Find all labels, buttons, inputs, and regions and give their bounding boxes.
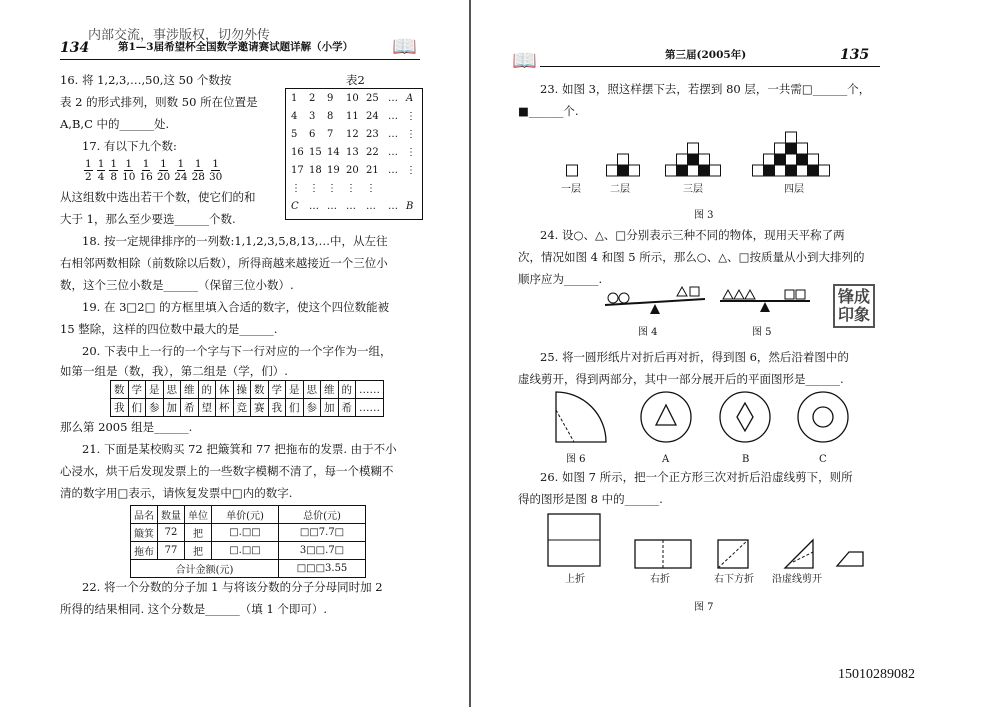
q20-cell: 加 <box>163 399 181 417</box>
table2-cell: … <box>327 201 337 212</box>
fraction <box>174 158 187 183</box>
table2-cell: 21 <box>366 165 379 176</box>
invoice-header: 品名 <box>131 506 158 524</box>
q20-cell: 思 <box>303 381 321 399</box>
table2-cell: 18 <box>309 165 322 176</box>
white-square <box>688 165 699 176</box>
fraction <box>109 158 118 183</box>
table2-cell: 25 <box>366 93 379 104</box>
q20-cell: 的 <box>198 381 216 399</box>
fraction-numerator: 1 <box>125 158 133 170</box>
q20-cell: 希 <box>338 399 356 417</box>
table2-cell: ⋮ <box>406 165 416 176</box>
invoice-cell: 72 <box>158 524 185 542</box>
invoice-cell: 3□□.7□ <box>279 542 366 560</box>
q20-cell: …… <box>356 381 384 399</box>
table2 <box>285 88 423 220</box>
q20-cell: 们 <box>286 399 304 417</box>
q20-cell: 参 <box>146 399 164 417</box>
header-title-left: 第1—3届希望杯全国数学邀请赛试题详解（小学） <box>118 41 354 53</box>
stamp-line: 锋成 <box>838 287 871 306</box>
table2-caption: 表2 <box>346 73 365 87</box>
fraction-numerator: 1 <box>212 158 219 170</box>
fig7-label-4: 沿虚线剪开 <box>772 574 822 585</box>
q20-cell: 是 <box>286 381 304 399</box>
table2-cell: 3 <box>309 111 316 122</box>
table2-cell: ⋮ <box>406 111 416 122</box>
fraction <box>122 158 135 183</box>
black-square <box>677 165 688 176</box>
table2-cell: ⋮ <box>309 183 319 194</box>
fig7-caption: 图 7 <box>694 602 714 613</box>
fraction-denominator: 4 <box>97 171 105 183</box>
q20-cell: 加 <box>321 399 339 417</box>
invoice-cell: 拖布 <box>131 542 158 560</box>
option-c-label: C <box>819 454 827 465</box>
q16-line3: A,B,C 中的______处. <box>60 117 170 131</box>
q20-cell: 数 <box>111 381 129 399</box>
fraction-denominator: 16 <box>139 171 153 183</box>
table2-cell: 2 <box>309 93 316 104</box>
q20-line1: 20. 下表中上一行的一个字与下一行对应的一个字作为一组， <box>82 344 392 358</box>
table2-cell: ⋮ <box>406 147 416 158</box>
white-square <box>666 165 677 176</box>
fig4-caption: 图 4 <box>638 327 658 338</box>
fig3-label-3: 三层 <box>683 184 703 195</box>
q20-cell: 是 <box>146 381 164 399</box>
fraction-denominator: 2 <box>85 171 92 183</box>
figure-6-options <box>548 390 858 450</box>
q23-line2: ■______个. <box>518 104 579 118</box>
table2-cell: 23 <box>366 129 379 140</box>
q24-line1: 24. 设○、△、□分别表示三种不同的物体，现用天平称了两 <box>540 228 845 242</box>
invoice-cell: 77 <box>158 542 185 560</box>
page-number-left: 134 <box>60 40 90 56</box>
fig3-label-2: 二层 <box>610 184 630 195</box>
fig7-label-1: 上折 <box>565 574 585 585</box>
table2-cell: ⋮ <box>366 183 376 194</box>
q18-line2: 右相邻两数相除（前数除以后数），所得商越来越接近一个三位小 <box>60 256 388 270</box>
fig5-caption: 图 5 <box>752 327 772 338</box>
white-square <box>775 143 786 154</box>
table2-cell: … <box>309 201 319 212</box>
q20-cell: 数 <box>251 381 269 399</box>
invoice-cell: 把 <box>185 524 212 542</box>
q16-line1: 16. 将 1,2,3,…,50,这 50 个数按 <box>60 73 232 87</box>
white-square <box>786 154 797 165</box>
seal-stamp <box>833 284 875 328</box>
fraction-numerator: 1 <box>142 158 150 170</box>
q26-line1: 26. 如图 7 所示，把一个正方形三次对折后沿虚线剪下，则所 <box>540 470 853 484</box>
invoice-cell: □□7.7□ <box>279 524 366 542</box>
fig3-label-4: 四层 <box>784 184 804 195</box>
table2-cell: 19 <box>327 165 340 176</box>
table2-cell: 12 <box>346 129 359 140</box>
option-a-label: A <box>662 454 670 465</box>
white-square <box>699 154 710 165</box>
black-square <box>797 154 808 165</box>
black-square <box>699 165 710 176</box>
q23-line1: 23. 如图 3，照这样摆下去，若摆到 80 层，一共需□______个， <box>540 82 871 96</box>
option-b-label: B <box>742 454 750 465</box>
invoice-cell: □.□□ <box>212 524 279 542</box>
table2-cell: 5 <box>291 129 298 140</box>
white-square <box>677 154 688 165</box>
table2-cell: 24 <box>366 111 379 122</box>
q18-line3: 数，这个三位小数是______（保留三位小数）. <box>60 278 294 292</box>
q17-fractions <box>84 158 226 183</box>
white-square <box>797 143 808 154</box>
header-rule-left <box>60 59 420 60</box>
q20-cell: 我 <box>268 399 286 417</box>
black-square <box>618 165 629 176</box>
table2-cell: 8 <box>327 111 334 122</box>
table2-cell: 17 <box>291 165 304 176</box>
fraction <box>157 158 170 183</box>
fraction-numerator: 1 <box>177 158 185 170</box>
table2-cell: 22 <box>366 147 379 158</box>
page-gutter <box>469 0 471 707</box>
fraction <box>209 158 222 183</box>
q20-cell: 维 <box>181 381 199 399</box>
table2-cell: ⋮ <box>291 183 301 194</box>
table2-cell: … <box>388 93 398 104</box>
header-title-right: 第三届(2005年) <box>665 49 747 61</box>
q20-cell: 的 <box>338 381 356 399</box>
table2-cell: ⋮ <box>327 183 337 194</box>
invoice-header: 数量 <box>158 506 185 524</box>
q20-cell: 们 <box>128 399 146 417</box>
white-square <box>764 154 775 165</box>
fraction-numerator: 1 <box>194 158 202 170</box>
q24-line3: 顺序应为______. <box>518 272 603 286</box>
table2-cell: 10 <box>346 93 359 104</box>
q22-line1: 22. 将一个分数的分子加 1 与将该分数的分子分母同时加 2 <box>82 580 383 594</box>
q26-line2: 得的图形是图 8 中的______. <box>518 492 663 506</box>
table2-cell: 16 <box>291 147 304 158</box>
header-rule-right <box>540 66 880 67</box>
fig6-caption: 图 6 <box>566 454 586 465</box>
q20-cell: 望 <box>198 399 216 417</box>
watermark: 内部交流，事涉版权，切勿外传 <box>88 28 271 43</box>
phone-number: 15010289082 <box>838 667 915 682</box>
q20-cell: 我 <box>111 399 129 417</box>
fraction-denominator: 10 <box>122 171 136 183</box>
invoice-total-value: □□□3.55 <box>279 560 366 578</box>
book-logo-icon: 📖 <box>392 34 417 58</box>
table2-cell: 1 <box>291 93 298 104</box>
fraction-denominator: 24 <box>174 171 188 183</box>
q20-cell: 学 <box>128 381 146 399</box>
table2-cell: 15 <box>309 147 322 158</box>
fig7-label-3: 右下方折 <box>714 574 754 585</box>
q21-line2: 心浸水，烘干后发现发票上的一些数字模糊不清了，每一个模糊不 <box>60 464 394 478</box>
white-square <box>618 154 629 165</box>
q20-cell: 思 <box>163 381 181 399</box>
q19-line2: 15 整除，这样的四位数中最大的是______. <box>60 322 278 336</box>
white-square <box>753 165 764 176</box>
q25-line1: 25. 将一圆形纸片对折后再对折，得到图 6，然后沿着图中的 <box>540 350 849 364</box>
q20-cell: 参 <box>303 399 321 417</box>
table2-cell: … <box>388 111 398 122</box>
stamp-line: 印象 <box>838 305 871 324</box>
white-square <box>786 132 797 143</box>
fraction <box>84 158 93 183</box>
q21-line3: 清的数字用□表示，请恢复发票中□内的数字. <box>60 486 293 500</box>
q19-line1: 19. 在 3□2□ 的方框里填入合适的数字，使这个四位数能被 <box>82 300 390 314</box>
q24-line2: 次，情况如图 4 和图 5 所示，那么○、△、□按质量从小到大排列的 <box>518 250 865 264</box>
q20-cell: 赛 <box>251 399 269 417</box>
q20-cell: …… <box>356 399 384 417</box>
q20-cell: 杯 <box>216 399 234 417</box>
invoice-total-label: 合计金额(元) <box>131 560 279 578</box>
black-square <box>688 154 699 165</box>
white-square <box>629 165 640 176</box>
black-square <box>808 165 819 176</box>
fraction <box>139 158 152 183</box>
q16-line2: 表 2 的形式排列，则数 50 所在位置是 <box>60 95 258 109</box>
figure-4-5-balances <box>595 284 815 324</box>
q21-line1: 21. 下面是某校购买 72 把簸箕和 77 把拖布的发票. 由于不小 <box>82 442 397 456</box>
white-square <box>819 165 830 176</box>
black-square <box>764 165 775 176</box>
invoice-header: 单价(元) <box>212 506 279 524</box>
invoice-header: 总价(元) <box>279 506 366 524</box>
table2-cell: 9 <box>327 93 334 104</box>
q20-table <box>110 380 384 417</box>
q18-line1: 18. 按一定规律排序的一列数:1,1,2,3,5,8,13,…中，从左往 <box>82 234 388 248</box>
fraction-numerator: 1 <box>110 158 118 170</box>
fraction-numerator: 1 <box>160 158 167 170</box>
q20-cell: 维 <box>321 381 339 399</box>
q17-line2: 从这组数中选出若干个数，使它们的和 <box>60 190 256 204</box>
white-square <box>775 165 786 176</box>
table2-cell: … <box>346 201 356 212</box>
white-square <box>567 165 578 176</box>
table2-cell: 6 <box>309 129 316 140</box>
white-square <box>808 154 819 165</box>
table2-cell: … <box>388 147 398 158</box>
fraction <box>192 158 205 183</box>
q17-line3: 大于 1，那么至少要选______个数. <box>60 212 236 226</box>
fraction <box>97 158 106 183</box>
q20-cell: 体 <box>216 381 234 399</box>
q20-cell: 希 <box>181 399 199 417</box>
fraction-numerator: 1 <box>97 158 105 170</box>
fraction-denominator: 30 <box>208 171 223 183</box>
black-square <box>786 143 797 154</box>
white-square <box>607 165 618 176</box>
q25-line2: 虚线剪开，得到两部分，其中一部分展开后的平面图形是______. <box>518 372 844 386</box>
figure-3 <box>555 118 855 198</box>
table2-cell: ⋮ <box>406 129 416 140</box>
q20-cell: 操 <box>233 381 251 399</box>
table2-cell: 14 <box>327 147 340 158</box>
page-number-right: 135 <box>840 47 870 63</box>
fraction-denominator: 8 <box>110 171 118 183</box>
table2-cell: 11 <box>346 111 359 122</box>
table2-cell: … <box>366 201 376 212</box>
fig3-caption: 图 3 <box>694 210 714 221</box>
white-square <box>688 143 699 154</box>
q20-cell: 学 <box>268 381 286 399</box>
fraction-denominator: 28 <box>191 171 205 183</box>
table2-cell: 7 <box>327 129 334 140</box>
table2-cell: … <box>388 201 398 212</box>
black-square <box>786 165 797 176</box>
fig3-label-1: 一层 <box>561 184 581 195</box>
table2-cell: … <box>388 129 398 140</box>
table2-cell: ⋮ <box>346 183 356 194</box>
book-logo-right-icon: 📖 <box>512 48 537 72</box>
invoice-table <box>130 505 366 578</box>
table2-cell: A <box>406 93 414 104</box>
invoice-cell: 把 <box>185 542 212 560</box>
q20-line2: 如第一组是（数，我），第二组是（学，们）. <box>60 364 288 378</box>
table2-cell: C <box>291 201 299 212</box>
invoice-cell: 簸箕 <box>131 524 158 542</box>
table2-cell: B <box>406 201 414 212</box>
invoice-cell: □.□□ <box>212 542 279 560</box>
fig7-label-2: 右折 <box>650 574 670 585</box>
figure-7 <box>545 512 875 572</box>
white-square <box>710 165 721 176</box>
table2-cell: 20 <box>346 165 359 176</box>
invoice-header: 单位 <box>185 506 212 524</box>
black-square <box>775 154 786 165</box>
table2-cell: … <box>388 165 398 176</box>
q20-cell: 竞 <box>233 399 251 417</box>
q17-intro: 17. 有以下九个数: <box>82 139 177 153</box>
fraction-numerator: 1 <box>85 158 92 170</box>
fraction-denominator: 20 <box>156 171 171 183</box>
table2-cell: 4 <box>291 111 298 122</box>
q22-line2: 所得的结果相同. 这个分数是______（填 1 个即可）. <box>60 602 328 616</box>
white-square <box>797 165 808 176</box>
q20-after: 那么第 2005 组是______. <box>60 420 193 434</box>
table2-cell: 13 <box>346 147 359 158</box>
